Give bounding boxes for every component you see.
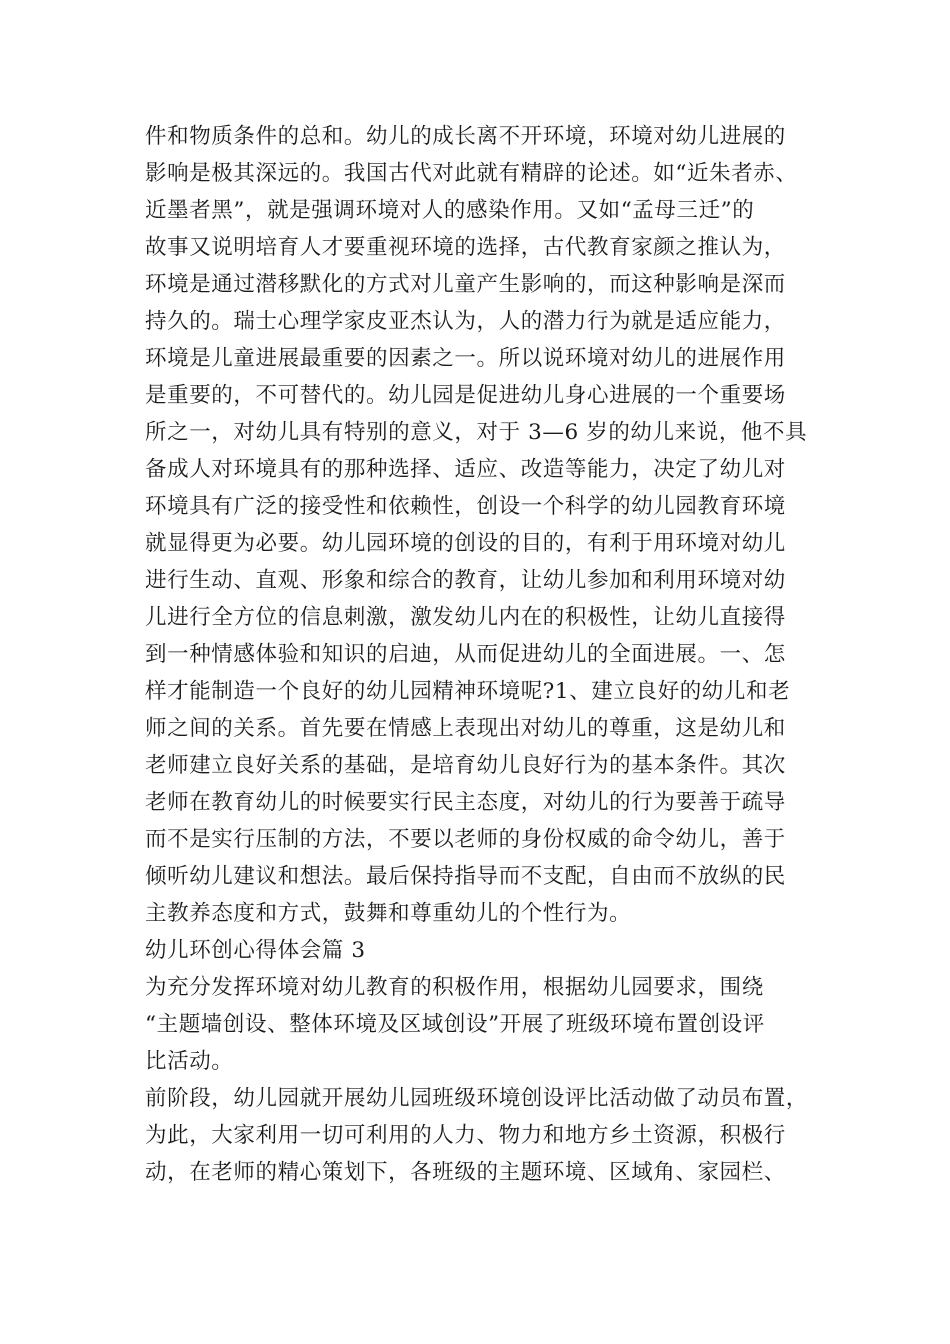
section-heading: 幼儿环创心得体会篇 3 [145, 938, 366, 963]
body-text [145, 118, 811, 1191]
text-line: 就显得更为必要。幼儿园环境的创设的目的，有利于用环境对幼儿 [145, 531, 786, 556]
text-line: 到一种情感体验和知识的启迪，从而促进幼儿的全面进展。一、怎 [145, 642, 786, 667]
text-line: 儿进行全方位的信息刺激，激发幼儿内在的积极性，让幼儿直接得 [145, 605, 786, 630]
text-line: 样才能制造一个良好的幼儿园精神环境呢?1、建立良好的幼儿和老 [145, 679, 791, 704]
text-line: 备成人对环境具有的那种选择、适应、改造等能力，决定了幼儿对 [145, 457, 786, 482]
text-line: 环境是通过潜移默化的方式对儿童产生影响的，而这种影响是深而 [145, 272, 786, 297]
text-line: 而不是实行压制的方法，不要以老师的身份权威的命令幼儿，善于 [145, 827, 786, 852]
text-line: 是重要的，不可替代的。幼儿园是促进幼儿身心进展的一个重要场 [145, 383, 786, 408]
text-line: 环境具有广泛的接受性和依赖性，创设一个科学的幼儿园教育环境 [145, 494, 786, 519]
text-line: 所之一，对幼儿具有特别的意义，对于 3—6 岁的幼儿来说，他不具 [145, 420, 808, 445]
text-line: 比活动。 [145, 1049, 234, 1074]
text-line: 近墨者黑”，就是强调环境对人的感染作用。又如“孟母三迁”的 [145, 198, 755, 223]
text-line: 老师在教育幼儿的时候要实行民主态度，对幼儿的行为要善于疏导 [145, 790, 786, 815]
text-line: 影响是极其深远的。我国古代对此就有精辟的论述。如“近朱者赤、 [145, 161, 798, 186]
text-line: 倾听幼儿建议和想法。最后保持指导而不支配，自由而不放纵的民 [145, 864, 786, 889]
text-line: 动，在老师的精心策划下，各班级的主题环境、区域角、家园栏、 [145, 1160, 786, 1185]
text-line: 师之间的关系。首先要在情感上表现出对幼儿的尊重，这是幼儿和 [145, 716, 786, 741]
text-line: 持久的。瑞士心理学家皮亚杰认为，人的潜力行为就是适应能力， [145, 309, 786, 334]
text-line: 件和物质条件的总和。幼儿的成长离不开环境，环境对幼儿进展的 [145, 124, 786, 149]
text-line: 主教养态度和方式，鼓舞和尊重幼儿的个性行为。 [145, 901, 632, 926]
text-line: 为此，大家利用一切可利用的人力、物力和地方乡土资源，积极行 [145, 1123, 786, 1148]
text-line: 为充分发挥环境对幼儿教育的积极作用，根据幼儿园要求，围绕 [145, 975, 764, 1000]
text-line: 老师建立良好关系的基础，是培育幼儿良好行为的基本条件。其次 [145, 753, 786, 778]
text-line: 故事又说明培育人才要重视环境的选择，古代教育家颜之推认为， [145, 235, 786, 260]
text-line: 进行生动、直观、形象和综合的教育，让幼儿参加和利用环境对幼 [145, 568, 786, 593]
text-line: 环境是儿童进展最重要的因素之一。所以说环境对幼儿的进展作用 [145, 346, 786, 371]
text-line: “主题墙创设、整体环境及区域创设”开展了班级环境布置创设评 [145, 1012, 765, 1037]
text-line: 前阶段，幼儿园就开展幼儿园班级环境创设评比活动做了动员布置， [145, 1086, 809, 1111]
